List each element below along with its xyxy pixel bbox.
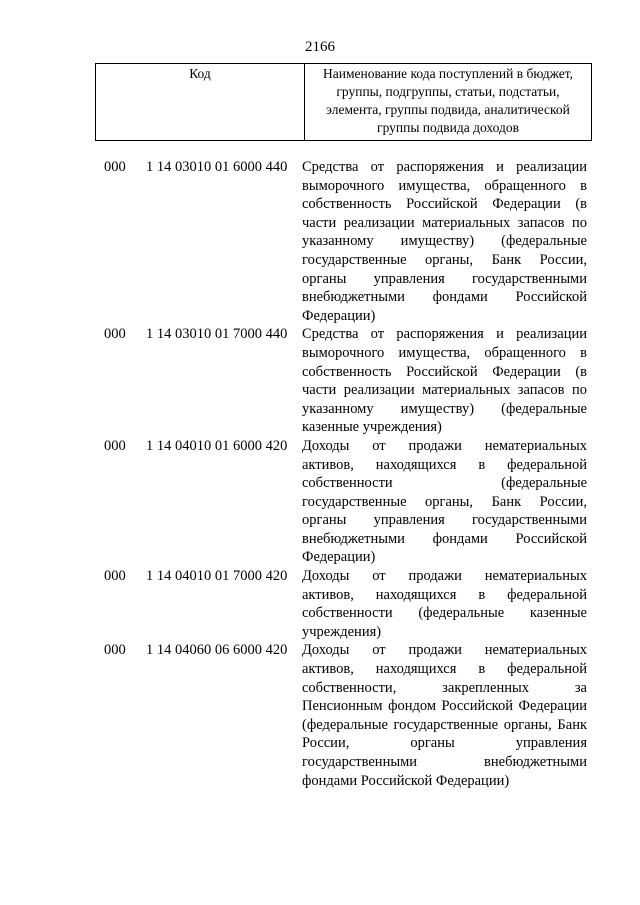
- description-line: активов, находящихся в федеральной: [302, 586, 587, 603]
- description-line: (федеральные государственные органы, Банк: [302, 716, 587, 733]
- description-line: органы управления государственными: [302, 270, 587, 287]
- description-line: государственные органы, Банк России,: [302, 251, 587, 268]
- description-line: собственность Российской Федерации (в: [302, 196, 587, 213]
- revenue-code: 1 14 04010 01 6000 420: [146, 437, 288, 454]
- revenue-description: [302, 437, 587, 567]
- revenue-code-entry: [0, 325, 640, 437]
- description-line: органы управления государственными: [302, 512, 587, 529]
- revenue-code-list: [0, 158, 640, 790]
- description-line: государственными внебюджетными: [302, 754, 587, 770]
- description-line: части реализации материальных запасов по: [302, 382, 587, 399]
- description-line: Средства от распоряжения и реализации: [302, 326, 587, 343]
- description-line: фондами Российской Федерации): [302, 772, 510, 789]
- description-line: активов, находящихся в федеральной: [302, 661, 587, 678]
- description-line: Федерации): [302, 549, 376, 566]
- description-line: собственность Российской Федерации (в: [302, 363, 587, 380]
- revenue-code-entry: [0, 641, 640, 790]
- code-column-header: Код: [96, 64, 305, 141]
- description-line: Федерации): [302, 307, 376, 324]
- revenue-description: [302, 641, 587, 790]
- revenue-description: [302, 158, 587, 325]
- revenue-code-entry: [0, 567, 640, 641]
- description-line: части реализации материальных запасов по: [302, 214, 587, 231]
- page-number: 2166: [305, 39, 335, 55]
- administrator-code: 000: [104, 568, 126, 585]
- description-line: Доходы от продажи нематериальных: [302, 568, 587, 585]
- revenue-description: [302, 567, 587, 641]
- description-line: Доходы от продажи нематериальных: [302, 437, 587, 454]
- description-line: указанному имуществу) (федеральные: [302, 233, 587, 250]
- description-line: собственности, закрепленных за: [302, 679, 587, 696]
- revenue-description: [302, 325, 587, 437]
- description-line: указанному имуществу) (федеральные: [302, 400, 587, 417]
- description-line: учреждения): [302, 623, 382, 640]
- description-line: собственности (федеральные: [302, 475, 587, 492]
- description-line: России, органы управления: [302, 735, 587, 752]
- description-line: внебюджетными фондами Российской: [302, 289, 587, 306]
- description-line: выморочного имущества, обращенного в: [302, 344, 587, 361]
- description-line: Доходы от продажи нематериальных: [302, 642, 587, 659]
- revenue-code: 1 14 03010 01 6000 440: [146, 159, 288, 175]
- description-line: собственности (федеральные казенные: [302, 605, 587, 622]
- description-line: казенные учреждения): [302, 419, 442, 436]
- revenue-code: 1 14 04060 06 6000 420: [146, 642, 288, 659]
- name-column-header: Наименование кода поступлений в бюджет, группы, подгруппы, статьи, подстатьи, элемента, группы подвида, аналитической группы подвида доходов: [305, 64, 592, 141]
- administrator-code: 000: [104, 326, 126, 343]
- administrator-code: 000: [104, 642, 126, 659]
- revenue-code-entry: [0, 437, 640, 567]
- description-line: Средства от распоряжения и реализации: [302, 159, 587, 175]
- administrator-code: 000: [104, 159, 126, 175]
- description-line: Пенсионным фондом Российской Федерации: [302, 698, 587, 715]
- revenue-code: 1 14 03010 01 7000 440: [146, 326, 288, 343]
- revenue-code: 1 14 04010 01 7000 420: [146, 568, 288, 585]
- revenue-code-entry: [0, 158, 640, 325]
- description-line: внебюджетными фондами Российской: [302, 530, 587, 547]
- description-line: государственные органы, Банк России,: [302, 493, 587, 510]
- administrator-code: 000: [104, 437, 126, 454]
- description-line: выморочного имущества, обращенного в: [302, 177, 587, 194]
- description-line: активов, находящихся в федеральной: [302, 456, 587, 473]
- table-header: [95, 63, 592, 141]
